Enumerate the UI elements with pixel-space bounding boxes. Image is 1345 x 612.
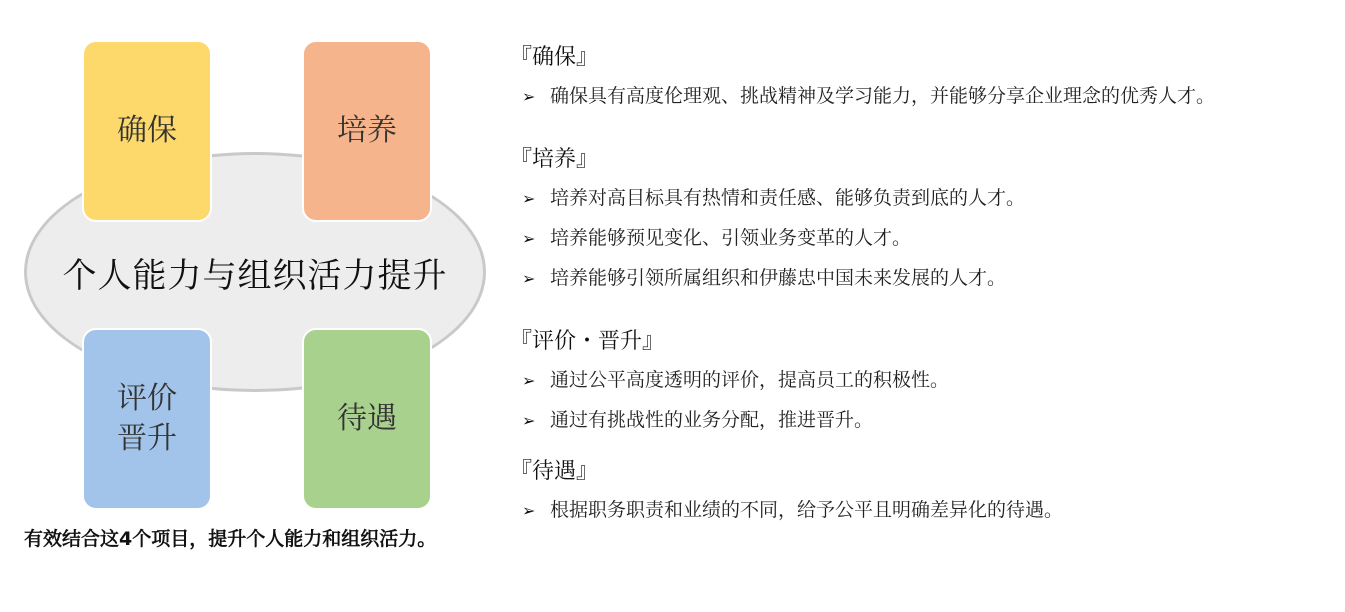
list-item-text: 通过公平高度透明的评价，提高员工的积极性。 — [550, 369, 950, 391]
box-train-label: 培养 — [337, 113, 397, 148]
list-item — [510, 258, 1340, 298]
box-treat-label: 待遇 — [337, 401, 397, 436]
list-item-text: 培养对高目标具有热情和责任感、能够负责到底的人才。 — [550, 187, 1026, 209]
box-secure — [82, 40, 212, 222]
center-text: 个人能力与组织活力提升 — [62, 255, 448, 296]
arrow-bullet-icon: ➢ — [522, 87, 536, 106]
section-title-eval: 『评价・晋升』 — [510, 329, 665, 354]
arrow-bullet-icon: ➢ — [522, 189, 536, 208]
box-eval — [82, 328, 212, 510]
box-treat — [302, 328, 432, 510]
diagram — [0, 0, 500, 612]
box-train — [302, 40, 432, 222]
diagram-caption: 有效结合这4个项目，提升个人能力和组织活力。 — [24, 528, 437, 550]
list-item — [510, 360, 1340, 400]
arrow-bullet-icon: ➢ — [522, 269, 536, 288]
list-item-text: 确保具有高度伦理观、挑战精神及学习能力，并能够分享企业理念的优秀人才。 — [550, 85, 1216, 107]
box-eval-label-line1: 评价 — [117, 381, 177, 416]
arrow-bullet-icon: ➢ — [522, 371, 536, 390]
description-list — [510, 40, 1340, 530]
list-item — [510, 178, 1340, 218]
list-item-text: 培养能够引领所属组织和伊藤忠中国未来发展的人才。 — [550, 267, 1007, 289]
list-item — [510, 490, 1340, 530]
box-eval-label-line2: 晋升 — [117, 421, 177, 456]
section-title-secure: 『确保』 — [510, 45, 599, 70]
arrow-bullet-icon: ➢ — [522, 411, 536, 430]
box-secure-label: 确保 — [117, 113, 177, 148]
section-title-train: 『培养』 — [510, 147, 599, 172]
arrow-bullet-icon: ➢ — [522, 229, 536, 248]
list-item — [510, 76, 1340, 116]
list-item-text: 根据职务职责和业绩的不同，给予公平且明确差异化的待遇。 — [550, 499, 1064, 521]
list-item-text: 培养能够预见变化、引领业务变革的人才。 — [550, 227, 912, 249]
section-title-treat: 『待遇』 — [510, 459, 599, 484]
list-item — [510, 400, 1340, 440]
list-item-text: 通过有挑战性的业务分配，推进晋升。 — [550, 409, 874, 431]
list-item — [510, 218, 1340, 258]
arrow-bullet-icon: ➢ — [522, 501, 536, 520]
